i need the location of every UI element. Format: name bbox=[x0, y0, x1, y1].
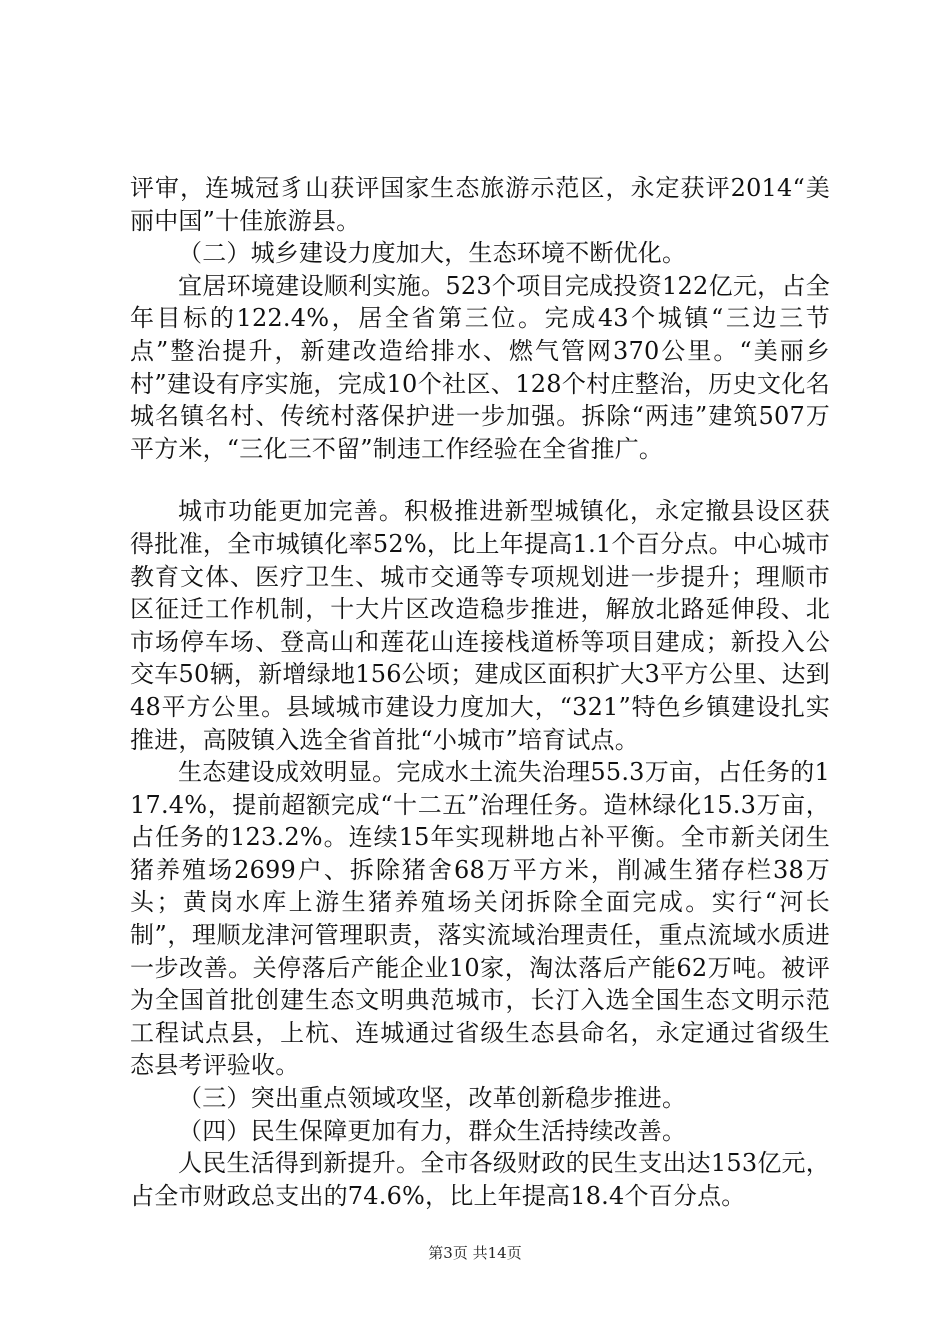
section-heading-2: （二）城乡建设力度加大，生态环境不断优化。 bbox=[178, 239, 687, 268]
paragraph-ecological-construction: 生态建设成效明显。完成水土流失治理55.3万亩，占任务的117.4%，提前超额完成“十二五”治理任务。造林绿化15.3万亩，占任务的123.2%。连续15年实现耕地占补平衡。全市新关闭生猪养殖场2699户、拆除猪舍68万平方米，削减生猪存栏38万头；黄岗水库上游生猪养殖场关闭拆除全面完成。实行“河长制”，理顺龙津河管理职责，落实流域治理责任，重点流域水质进一步改善。关停落后产能企业10家，淘汰落后产能62万吨。被评为全国首批创建生态文明典范城市，长汀入选全国生态文明示范工程试点县，上杭、连城通过省级生态县命名，永定通过省级生态县考评验收。 bbox=[130, 758, 830, 1080]
paragraph-peoples-livelihood: 人民生活得到新提升。全市各级财政的民生支出达153亿元，占全市财政总支出的74.6%，比上年提高18.4个百分点。 bbox=[130, 1149, 830, 1210]
section-heading-3: （三）突出重点领域攻坚，改革创新稳步推进。 bbox=[178, 1084, 687, 1113]
paragraph-gap bbox=[130, 465, 830, 495]
document-body bbox=[130, 172, 830, 1212]
paragraph-continuation: 评审，连城冠豸山获评国家生态旅游示范区，永定获评2014“美丽中国”十佳旅游县。 bbox=[130, 174, 830, 235]
paragraph-city-functions: 城市功能更加完善。积极推进新型城镇化，永定撤县设区获得批准，全市城镇化率52%，比上年提高1.1个百分点。中心城市教育文体、医疗卫生、城市交通等专项规划进一步提升；理顺市区征迁工作机制，十大片区改造稳步推进，解放北路延伸段、北市场停车场、登高山和莲花山连接栈道桥等项目建成；新投入公交车50辆，新增绿地156公顷；建成区面积扩大3平方公里、达到48平方公里。县域城市建设力度加大，“321”特色乡镇建设扎实推进，高陂镇入选全省首批“小城市”培育试点。 bbox=[130, 497, 830, 754]
section-heading-4: （四）民生保障更加有力，群众生活持续改善。 bbox=[178, 1116, 687, 1145]
page-number-footer: 第3页 共14页 bbox=[428, 1244, 522, 1262]
paragraph-livable-environment: 宜居环境建设顺利实施。523个项目完成投资122亿元，占全年目标的122.4%，居全省第三位。完成43个城镇“三边三节点”整治提升，新建改造给排水、燃气管网370公里。“美丽乡村”建设有序实施，完成10个社区、128个村庄整治，历史文化名城名镇名村、传统村落保护进一步加强。拆除“两违”建筑507万平方米，“三化三不留”制违工作经验在全省推广。 bbox=[130, 271, 830, 463]
